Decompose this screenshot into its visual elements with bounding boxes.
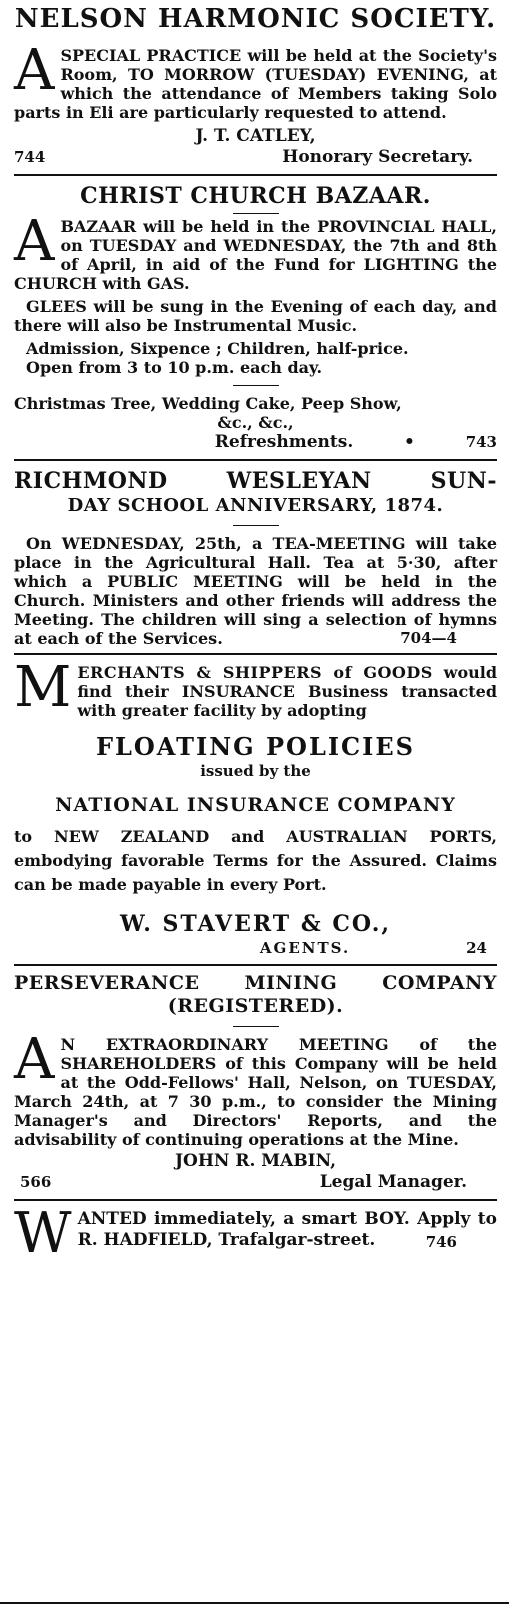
ad-perseverance-mining xyxy=(14,966,497,1193)
ad-body xyxy=(14,1027,497,1149)
drop-cap: M xyxy=(14,655,72,720)
divider xyxy=(233,385,279,386)
ad-footer xyxy=(14,432,497,453)
divider xyxy=(233,213,279,214)
ad-merchants-insurance xyxy=(14,655,497,958)
ad-attractions: Christmas Tree, Wedding Cake, Peep Show, xyxy=(14,394,402,413)
ad-subtitle: DAY SCHOOL ANNIVERSARY, 1874. xyxy=(67,495,444,516)
divider xyxy=(233,1026,279,1027)
drop-cap: W xyxy=(14,1201,72,1266)
ad-text: ANTED immediately, a smart BOY. Apply to R. HADFIELD, Trafalgar-street. xyxy=(77,1209,497,1250)
ad-signer: J. T. CATLEY, xyxy=(195,126,316,146)
ad-subtitle: (REGISTERED). xyxy=(167,995,344,1017)
ad-role: Legal Manager. xyxy=(319,1172,467,1192)
ad-title: CHRIST CHURCH BAZAAR. xyxy=(80,183,431,209)
ad-text: to NEW ZEALAND and AUSTRALIAN PORTS, embodying favorable Terms for the Assured. Claims can be made payable in every Port. xyxy=(14,827,497,894)
ad-etc: &c., &c., xyxy=(217,413,294,432)
ad-nelson-harmonic-society xyxy=(14,0,497,168)
drop-cap: A xyxy=(14,1027,55,1092)
ad-richmond-wesleyan xyxy=(14,461,497,647)
ad-line2: would find their INSURANCE Business transacted with greater facility by adopting xyxy=(77,663,498,720)
ad-footer xyxy=(14,939,497,958)
ad-number: 743 xyxy=(465,433,497,451)
ad-line1: ERCHANTS & SHIPPERS of GOODS xyxy=(77,663,433,682)
divider xyxy=(233,525,279,526)
ad-agent: W. STAVERT & CO., xyxy=(119,911,392,937)
bullet: • xyxy=(404,432,415,452)
drop-cap: A xyxy=(14,209,55,274)
ad-signer: JOHN R. MABIN, xyxy=(174,1151,337,1171)
ad-number: 704—4 xyxy=(400,629,457,647)
ad-number: 24 xyxy=(466,939,487,957)
divider xyxy=(0,1602,509,1604)
ad-title: PERSEVERANCE MINING COMPANY xyxy=(14,972,497,994)
ad-number: 566 xyxy=(20,1173,52,1191)
ad-body xyxy=(14,38,497,122)
ad-policies: FLOATING POLICIES xyxy=(95,732,415,761)
ad-footer xyxy=(14,1172,497,1193)
ad-agents-label: AGENTS. xyxy=(259,939,351,957)
ad-number: 746 xyxy=(425,1233,457,1251)
ad-body: On WEDNESDAY, 25th, a TEA-MEETING will take place in the Agricultural Hall. Tea at 5·30, after which a PUBLIC MEETING will be held in the Church. Ministers and other friends will address the Meeting. The children will sing a selection of hymns at each of the Services. xyxy=(14,534,497,648)
ad-footer xyxy=(14,147,497,168)
ad-admission: Admission, Sixpence ; Children, half-price. xyxy=(26,339,409,358)
ad-text: BAZAAR will be held in the PROVINCIAL HALL, on TUESDAY and WEDNESDAY, the 7th and 8th of April, in aid of the Fund for LIGHTING the CHURCH with GAS. xyxy=(14,217,497,293)
ad-refreshments: Refreshments. xyxy=(214,432,354,452)
ad-title: RICHMOND WESLEYAN SUN- xyxy=(14,468,497,494)
ad-christ-church-bazaar xyxy=(14,176,497,453)
ad-body xyxy=(14,209,497,293)
ad-body xyxy=(14,655,498,720)
ad-role: Honorary Secretary. xyxy=(282,147,473,167)
ad-text: SPECIAL PRACTICE will be held at the Society's Room, TO MORROW (TUESDAY) EVENING, at which the attendance of Members taking Solo parts in Eli are particularly requested to attend. xyxy=(14,46,497,122)
ad-company: NATIONAL INSURANCE COMPANY xyxy=(55,794,456,816)
ad-glees: GLEES will be sung in the Evening of each day, and there will also be Instrumental Music. xyxy=(14,297,497,335)
ad-wanted-boy xyxy=(14,1201,497,1266)
drop-cap: A xyxy=(14,38,55,103)
ad-text: N EXTRAORDINARY MEETING of the SHAREHOLDERS of this Company will be held at the Odd-Fellows' Hall, Nelson, on TUESDAY, March 24th, at 7 30 p.m., to consider the Mining Manager's and Directors' Reports, and the advisability of continuing operations at the Mine. xyxy=(14,1035,497,1149)
ad-title: NELSON HARMONIC SOCIETY. xyxy=(14,4,497,34)
ad-hours: Open from 3 to 10 p.m. each day. xyxy=(26,358,323,377)
ad-issued: issued by the xyxy=(200,762,311,780)
ad-number: 744 xyxy=(14,148,46,166)
